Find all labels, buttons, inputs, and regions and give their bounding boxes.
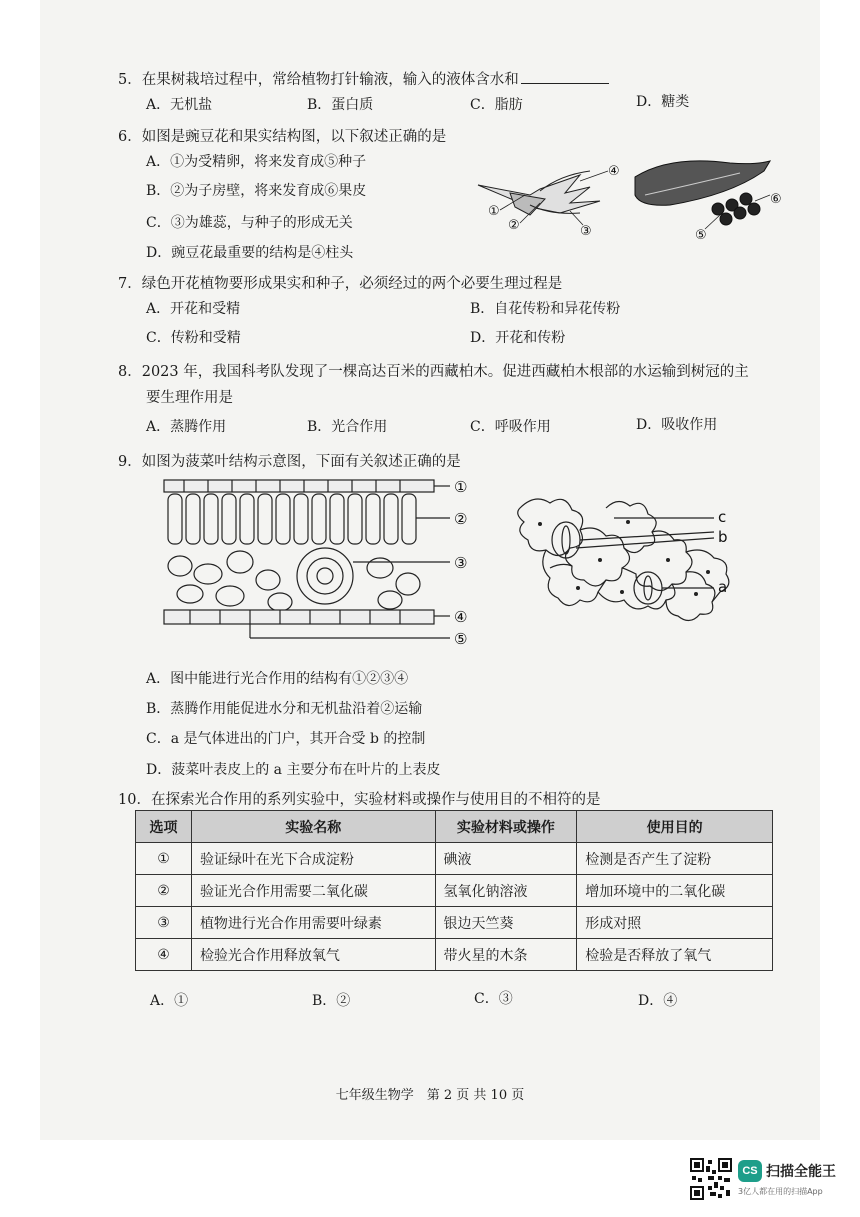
label-3: ③ bbox=[454, 554, 468, 572]
scanner-branding bbox=[738, 1160, 848, 1200]
q7-option-b: B．自花传粉和异花传粉 bbox=[470, 301, 621, 317]
q9-stem: 9．如图为菠菜叶结构示意图，下面有关叙述正确的是 bbox=[118, 454, 461, 470]
brand-tagline: 3亿人都在用的扫描App bbox=[738, 1187, 823, 1196]
q7-option-a: A．开花和受精 bbox=[146, 301, 241, 317]
table-cell: 验证绿叶在光下合成淀粉 bbox=[191, 843, 435, 875]
q10-option-c: C．③ bbox=[474, 991, 513, 1007]
camscanner-logo: CS bbox=[738, 1160, 762, 1182]
q9-option-c: C．a 是气体进出的门户，其开合受 b 的控制 bbox=[146, 731, 426, 747]
q10-stem: 10．在探索光合作用的系列实验中，实验材料或操作与使用目的不相符的是 bbox=[118, 792, 601, 808]
label-4: ④ bbox=[454, 608, 468, 626]
q7-stem: 7．绿色开花植物要形成果实和种子，必须经过的两个必要生理过程是 bbox=[118, 276, 563, 292]
q5-option-a: A．无机盐 bbox=[146, 97, 213, 113]
label-c: c bbox=[718, 508, 727, 526]
q6-option-c: C．③为雄蕊，与种子的形成无关 bbox=[146, 215, 353, 231]
table-row bbox=[136, 875, 773, 907]
q7-option-d: D．开花和传粉 bbox=[470, 330, 566, 346]
q8-stem-line2: 要生理作用是 bbox=[146, 390, 233, 406]
table-cell: 氢氧化钠溶液 bbox=[435, 875, 577, 907]
q9-option-b: B．蒸腾作用能促进水分和无机盐沿着②运输 bbox=[146, 701, 423, 717]
table-header-row bbox=[136, 811, 773, 843]
table-cell: 带火星的木条 bbox=[435, 939, 577, 971]
table-cell: ① bbox=[136, 843, 192, 875]
table-cell: 验证光合作用需要二氧化碳 bbox=[191, 875, 435, 907]
q5-stem: 5．在果树栽培过程中，常给植物打针输液，输入的液体含水和 bbox=[118, 68, 609, 89]
label-1: ① bbox=[488, 204, 500, 219]
q5-option-b: B．蛋白质 bbox=[307, 97, 374, 113]
q8-option-a: A．蒸腾作用 bbox=[146, 419, 227, 435]
q7-option-c: C．传粉和受精 bbox=[146, 330, 241, 346]
q5-option-d: D．糖类 bbox=[636, 94, 690, 110]
table-row bbox=[136, 939, 773, 971]
brand-name: 扫描全能王 bbox=[766, 1164, 836, 1180]
table-row bbox=[136, 843, 773, 875]
leaf-epidermis-diagram bbox=[510, 488, 750, 638]
q9-option-d: D．菠菜叶表皮上的 a 主要分布在叶片的上表皮 bbox=[146, 762, 441, 778]
table-row bbox=[136, 907, 773, 939]
label-5: ⑤ bbox=[454, 630, 468, 648]
table-cell: 检测是否产生了淀粉 bbox=[577, 843, 773, 875]
table-cell: 增加环境中的二氧化碳 bbox=[577, 875, 773, 907]
table-cell: 检验是否释放了氧气 bbox=[577, 939, 773, 971]
table-cell: 形成对照 bbox=[577, 907, 773, 939]
experiment-table bbox=[135, 810, 773, 971]
table-header: 选项 bbox=[136, 811, 192, 843]
table-cell: 碘液 bbox=[435, 843, 577, 875]
q8-stem-line1: 8．2023 年，我国科考队发现了一棵高达百米的西藏柏木。促进西藏柏木根部的水运输到树冠的主 bbox=[118, 364, 749, 380]
q9-option-a: A．图中能进行光合作用的结构有①②③④ bbox=[146, 671, 409, 687]
q8-option-c: C．呼吸作用 bbox=[470, 419, 551, 435]
page-footer: 七年级生物学 第 2 页 共 10 页 bbox=[335, 1088, 525, 1103]
q10-option-d: D．④ bbox=[638, 993, 678, 1009]
answer-blank bbox=[521, 69, 609, 84]
label-4: ④ bbox=[608, 164, 620, 179]
label-1: ① bbox=[454, 478, 468, 496]
label-5: ⑤ bbox=[695, 228, 707, 243]
table-cell: ③ bbox=[136, 907, 192, 939]
q5-option-c: C．脂肪 bbox=[470, 97, 523, 113]
q6-stem: 6．如图是豌豆花和果实结构图，以下叙述正确的是 bbox=[118, 129, 447, 145]
label-2: ② bbox=[508, 218, 520, 233]
q6-option-d: D．豌豆花最重要的结构是④柱头 bbox=[146, 245, 354, 261]
q10-option-a: A．① bbox=[150, 993, 189, 1009]
table-header: 实验名称 bbox=[191, 811, 435, 843]
q8-option-b: B．光合作用 bbox=[307, 419, 388, 435]
q8-option-d: D．吸收作用 bbox=[636, 417, 718, 433]
leaf-cross-section-diagram bbox=[160, 476, 490, 652]
q6-option-a: A．①为受精卵，将来发育成⑤种子 bbox=[146, 154, 367, 170]
pea-flower-fruit-diagram bbox=[470, 155, 800, 245]
table-cell: 银边天竺葵 bbox=[435, 907, 577, 939]
q10-option-b: B．② bbox=[312, 993, 351, 1009]
table-cell: 检验光合作用释放氧气 bbox=[191, 939, 435, 971]
q6-option-b: B．②为子房壁，将来发育成⑥果皮 bbox=[146, 183, 367, 199]
qr-code-icon bbox=[690, 1158, 732, 1200]
table-cell: ④ bbox=[136, 939, 192, 971]
label-a: a bbox=[718, 578, 728, 596]
label-3: ③ bbox=[580, 224, 592, 239]
label-2: ② bbox=[454, 510, 468, 528]
table-cell: ② bbox=[136, 875, 192, 907]
table-cell: 植物进行光合作用需要叶绿素 bbox=[191, 907, 435, 939]
label-b: b bbox=[718, 528, 728, 546]
table-header: 实验材料或操作 bbox=[435, 811, 577, 843]
label-6: ⑥ bbox=[770, 192, 782, 207]
pea-pod-illustration bbox=[635, 161, 770, 225]
table-header: 使用目的 bbox=[577, 811, 773, 843]
